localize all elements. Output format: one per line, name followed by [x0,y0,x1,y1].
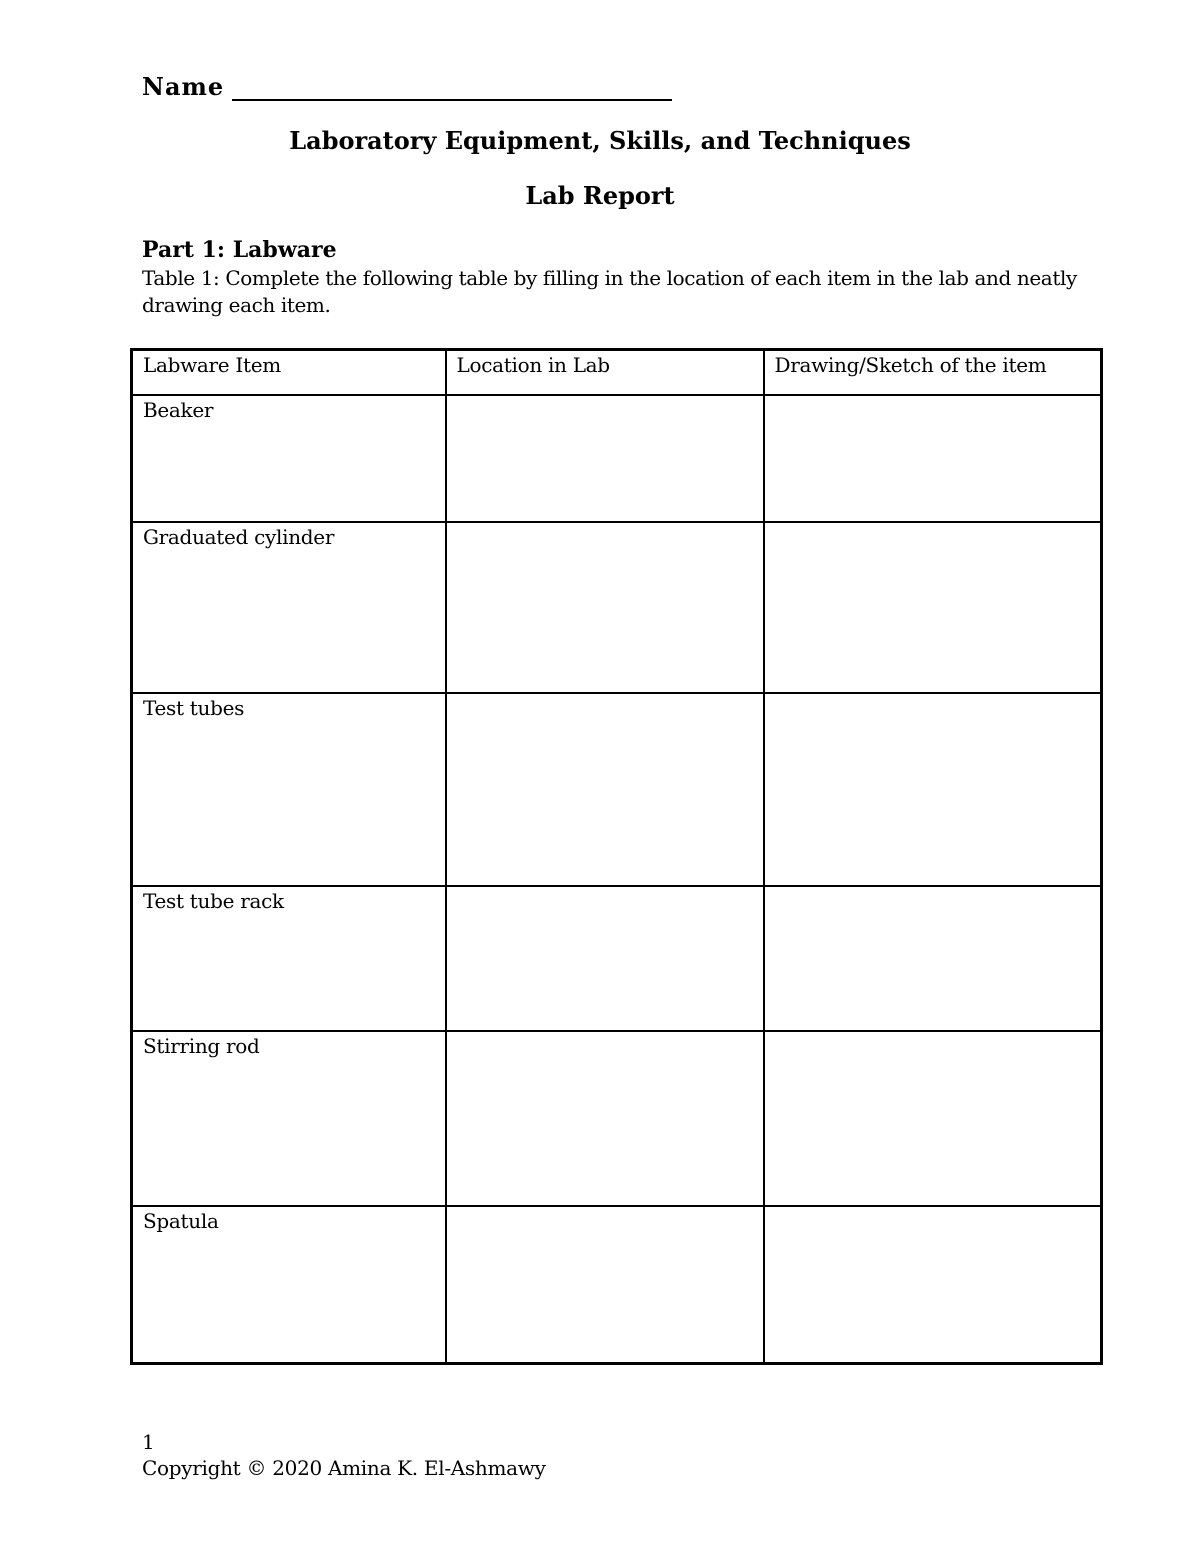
table-row [132,522,1102,693]
labware-item-cell: Spatula [132,1206,446,1364]
location-cell[interactable] [446,1206,764,1364]
document-title: Laboratory Equipment, Skills, and Techniques [289,126,911,155]
location-cell[interactable] [446,693,764,886]
location-cell[interactable] [446,886,764,1031]
location-cell[interactable] [446,1031,764,1206]
page-number: 1 [142,1430,155,1454]
drawing-cell[interactable] [764,522,1102,693]
labware-table [130,348,1103,1365]
location-cell[interactable] [446,522,764,693]
part-heading: Part 1: Labware [142,237,337,263]
column-header-drawing: Drawing/Sketch of the item [764,350,1102,395]
name-field [142,72,672,101]
table-instructions: Table 1: Complete the following table by filling in the location of each item in the lab and neatly drawing each item. [142,266,1077,317]
table-row [132,395,1102,522]
drawing-cell[interactable] [764,886,1102,1031]
document-subtitle: Lab Report [525,181,675,210]
drawing-cell[interactable] [764,1206,1102,1364]
drawing-cell[interactable] [764,1031,1102,1206]
table-header-row [132,350,1102,395]
labware-item-cell: Beaker [132,395,446,522]
labware-item-cell: Test tubes [132,693,446,886]
table-row [132,886,1102,1031]
labware-item-cell: Graduated cylinder [132,522,446,693]
drawing-cell[interactable] [764,395,1102,522]
table-row [132,693,1102,886]
copyright-notice: Copyright © 2020 Amina K. El-Ashmawy [142,1456,546,1480]
location-cell[interactable] [446,395,764,522]
column-header-labware-item: Labware Item [132,350,446,395]
name-label: Name [142,72,225,101]
drawing-cell[interactable] [764,693,1102,886]
labware-item-cell: Test tube rack [132,886,446,1031]
column-header-location: Location in Lab [446,350,764,395]
table-row [132,1206,1102,1364]
table-row [132,1031,1102,1206]
name-blank-line[interactable] [232,75,672,101]
labware-item-cell: Stirring rod [132,1031,446,1206]
